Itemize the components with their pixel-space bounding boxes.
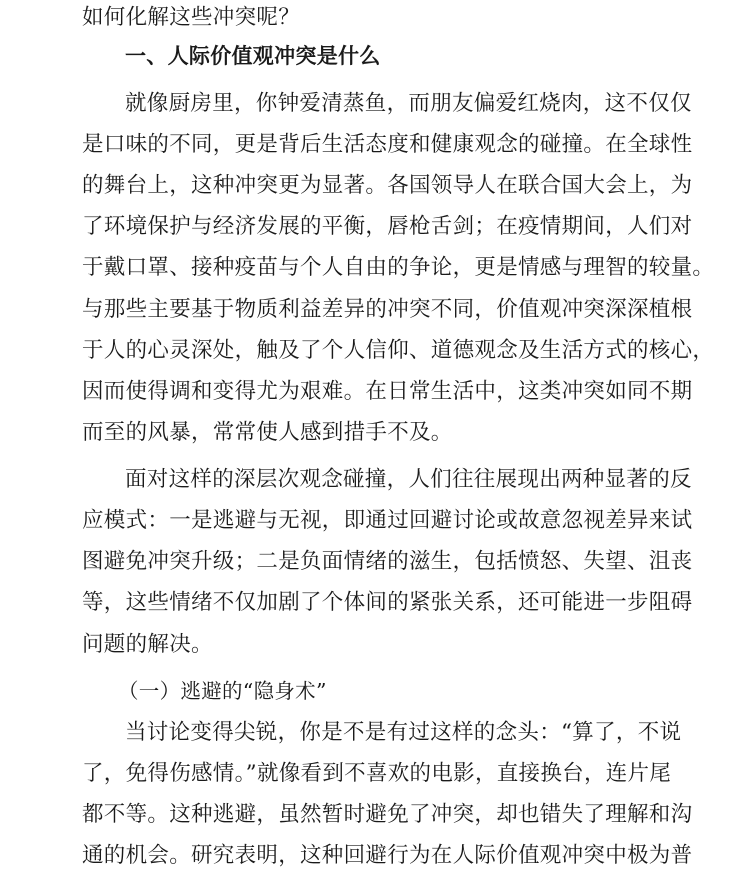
intro-line: 如何化解这些冲突呢？ [82, 5, 301, 30]
paragraph-line: 于戴口罩、接种疫苗与个人自由的争论，更是情感与理智的较量。 [82, 255, 715, 280]
paragraph-line: 等，这些情绪不仅加剧了个体间的紧张关系，还可能进一步阻碍 [82, 590, 693, 615]
paragraph-line: 问题的解决。 [82, 632, 213, 657]
paragraph-line: 当讨论变得尖锐，你是不是有过这样的念头：“算了，不说 [125, 720, 682, 745]
paragraph-line: 应模式：一是逃避与无视，即通过回避讨论或故意忽视差异来试 [82, 508, 693, 533]
paragraph-line: 而至的风暴，常常使人感到措手不及。 [82, 420, 453, 445]
paragraph-line: 就像厨房里，你钟爱清蒸鱼，而朋友偏爱红烧肉，这不仅仅 [125, 91, 692, 116]
paragraph-line: 通的机会。研究表明，这种回避行为在人际价值观冲突中极为普 [82, 843, 693, 868]
subsection-heading: （一）逃避的“隐身术” [118, 679, 327, 703]
paragraph-line: 于人的心灵深处，触及了个人信仰、道德观念及生活方式的核心， [82, 338, 715, 363]
paragraph-line: 都不等。这种逃避，虽然暂时避免了冲突，却也错失了理解和沟 [82, 802, 693, 827]
paragraph-line: 的舞台上，这种冲突更为显著。各国领导人在联合国大会上，为 [82, 173, 693, 198]
paragraph-line: 是口味的不同，更是背后生活态度和健康观念的碰撞。在全球性 [82, 132, 693, 157]
paragraph-line: 图避免冲突升级；二是负面情绪的滋生，包括愤怒、失望、沮丧 [82, 549, 693, 574]
paragraph-line: 与那些主要基于物质利益差异的冲突不同，价值观冲突深深植根 [82, 297, 693, 322]
paragraph-line: 面对这样的深层次观念碰撞，人们往往展现出两种显著的反 [125, 467, 692, 492]
paragraph-line: 了环境保护与经济发展的平衡，唇枪舌剑；在疫情期间，人们对 [82, 214, 693, 239]
paragraph-line: 了，免得伤感情。”就像看到不喜欢的电影，直接换台，连片尾 [82, 761, 672, 786]
paragraph-line: 因而使得调和变得尤为艰难。在日常生活中，这类冲突如同不期 [82, 379, 693, 404]
section-heading: 一、人际价值观冲突是什么 [125, 44, 381, 68]
